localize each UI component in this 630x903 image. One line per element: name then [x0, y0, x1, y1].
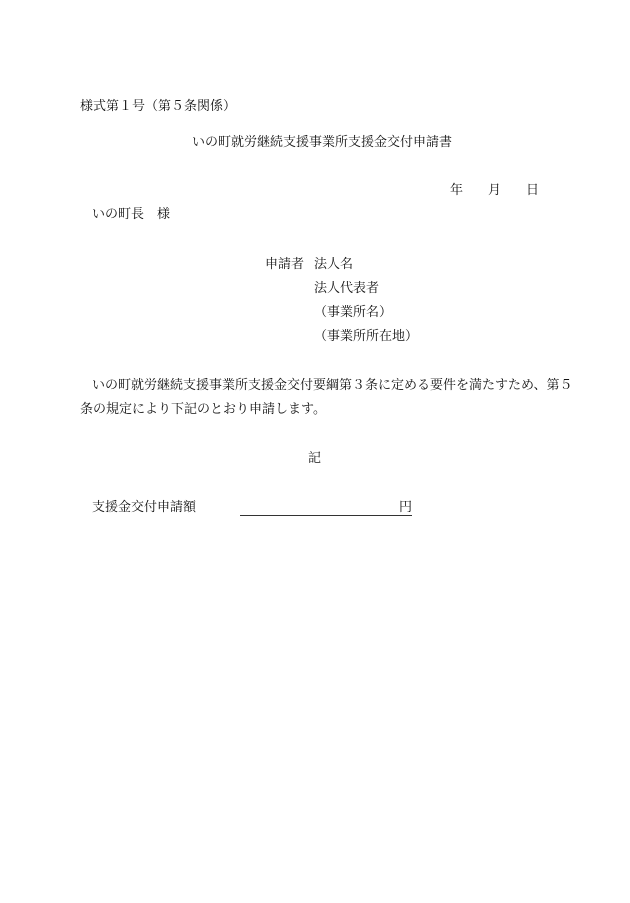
applicant-label: 申請者 — [265, 257, 305, 272]
amount-label: 支援金交付申請額 — [92, 500, 197, 515]
addressee: いの町長 様 — [92, 207, 171, 222]
body-text-line-2: 条の規定により下記のとおり申請します。 — [80, 402, 326, 417]
date-month: 月 — [488, 183, 502, 198]
body-text-line-1: いの町就労継続支援事業所支援金交付要綱第３条に定める要件を満たすため、第５ — [92, 378, 573, 393]
corporation-name-label: 法人名 — [314, 257, 354, 272]
note-heading: 記 — [308, 451, 322, 466]
office-name-label: （事業所名） — [314, 305, 393, 320]
representative-label: 法人代表者 — [314, 281, 380, 296]
form-number: 様式第１号（第５条関係） — [80, 99, 237, 114]
document-title: いの町就労継続支援事業所支援金交付申請書 — [192, 135, 453, 150]
amount-unit: 円 — [399, 500, 413, 515]
office-address-label: （事業所所在地） — [314, 329, 419, 344]
date-year: 年 — [450, 183, 464, 198]
amount-field-underline — [240, 515, 412, 516]
date-day: 日 — [526, 183, 540, 198]
